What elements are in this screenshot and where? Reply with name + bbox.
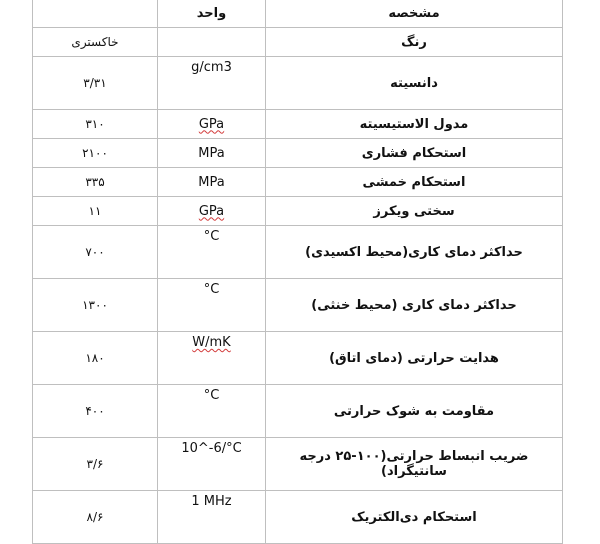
table-row bbox=[33, 139, 563, 168]
property-cell: مدول الاستیسیته bbox=[266, 110, 563, 139]
unit-cell: g/cm3 bbox=[158, 57, 266, 110]
value-cell: ۷۰۰ bbox=[33, 226, 158, 279]
table-row bbox=[33, 279, 563, 332]
table-row bbox=[33, 332, 563, 385]
property-cell: هدایت حرارتی (دمای اتاق) bbox=[266, 332, 563, 385]
unit-text: GPa bbox=[198, 203, 225, 219]
table-row bbox=[33, 168, 563, 197]
unit-cell bbox=[158, 110, 266, 139]
unit-cell bbox=[158, 332, 266, 385]
value-cell: ۱۳۰۰ bbox=[33, 279, 158, 332]
header-value bbox=[33, 0, 158, 28]
unit-cell: 10^-6/°C bbox=[158, 438, 266, 491]
value-cell: ۳/۶ bbox=[33, 438, 158, 491]
header-unit: واحد bbox=[158, 0, 266, 28]
value-cell: ۳۱۰ bbox=[33, 110, 158, 139]
property-cell: سختی ویکرز bbox=[266, 197, 563, 226]
unit-cell bbox=[158, 197, 266, 226]
table-row bbox=[33, 438, 563, 491]
unit-cell: MPa bbox=[158, 139, 266, 168]
table-row bbox=[33, 57, 563, 110]
value-cell: ۱۱ bbox=[33, 197, 158, 226]
value-cell: ۸/۶ bbox=[33, 491, 158, 544]
property-cell: رنگ bbox=[266, 28, 563, 57]
unit-cell: °C bbox=[158, 385, 266, 438]
property-cell: استحکام دی‌الکتریک bbox=[266, 491, 563, 544]
value-cell: خاکستری bbox=[33, 28, 158, 57]
property-cell: حداکثر دمای کاری(محیط اکسیدی) bbox=[266, 226, 563, 279]
property-cell: ضریب انبساط حرارتی(۱۰۰-۲۵ درجه سانتیگراد) bbox=[266, 438, 563, 491]
table-row bbox=[33, 491, 563, 544]
unit-cell: °C bbox=[158, 226, 266, 279]
unit-cell bbox=[158, 28, 266, 57]
table-row bbox=[33, 28, 563, 57]
value-cell: ۳۳۵ bbox=[33, 168, 158, 197]
header-row bbox=[33, 0, 563, 28]
table-row bbox=[33, 110, 563, 139]
property-cell: استحکام خمشی bbox=[266, 168, 563, 197]
value-cell: ۴۰۰ bbox=[33, 385, 158, 438]
unit-cell: °C bbox=[158, 279, 266, 332]
property-cell: استحکام فشاری bbox=[266, 139, 563, 168]
property-cell: حداکثر دمای کاری (محیط خنثی) bbox=[266, 279, 563, 332]
table-row bbox=[33, 197, 563, 226]
unit-text: GPa bbox=[198, 116, 225, 132]
table-row bbox=[33, 385, 563, 438]
value-cell: ۳/۳۱ bbox=[33, 57, 158, 110]
value-cell: ۲۱۰۰ bbox=[33, 139, 158, 168]
properties-table bbox=[32, 0, 563, 544]
table-row bbox=[33, 226, 563, 279]
property-cell: دانسیته bbox=[266, 57, 563, 110]
value-cell: ۱۸۰ bbox=[33, 332, 158, 385]
property-cell: مقاومت به شوک حرارتی bbox=[266, 385, 563, 438]
unit-cell: MPa bbox=[158, 168, 266, 197]
unit-cell: 1 MHz bbox=[158, 491, 266, 544]
header-property: مشخصه bbox=[266, 0, 563, 28]
unit-text: W/mK bbox=[192, 335, 231, 350]
